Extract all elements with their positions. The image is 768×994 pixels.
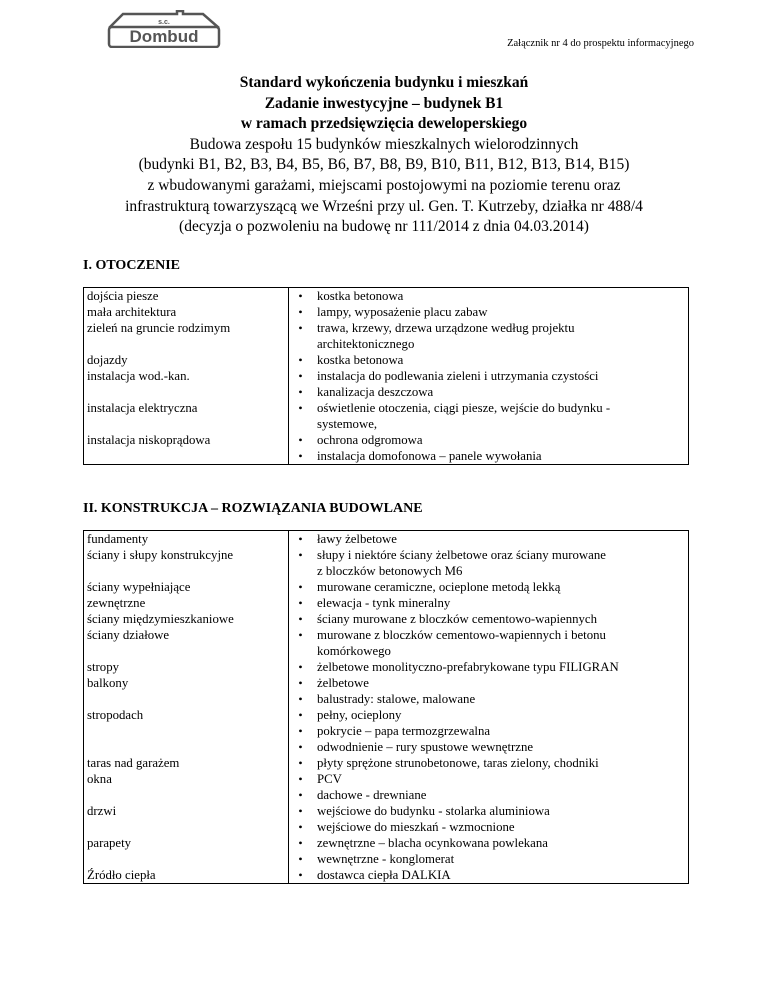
row-value: z bloczków betonowych M6 xyxy=(317,564,463,578)
bullet-icon: • xyxy=(298,449,303,463)
bullet-icon: • xyxy=(298,532,303,546)
row-label xyxy=(84,691,288,707)
section-1-left-col xyxy=(84,288,289,465)
row-value: pełny, ocieplony xyxy=(317,708,402,722)
title-line-8: (decyzja o pozwoleniu na budowę nr 111/2014 z dnia 04.03.2014) xyxy=(179,218,589,236)
title-line-6: z wbudowanymi garażami, miejscami postojowymi na poziomie terenu oraz xyxy=(147,176,621,194)
row-label: instalacja elektryczna xyxy=(87,401,198,415)
row-value: wejściowe do mieszkań - wzmocnione xyxy=(317,820,515,834)
logo-text: Dombud xyxy=(129,27,199,46)
section-2-right-col xyxy=(309,531,689,884)
row-value: balustrady: stalowe, malowane xyxy=(317,692,476,706)
bullet-icon: • xyxy=(298,401,303,415)
row-label: okna xyxy=(87,772,112,786)
bullet-spacer xyxy=(289,643,309,659)
row-label xyxy=(84,336,288,352)
annex-note: Załącznik nr 4 do prospektu informacyjnego xyxy=(507,38,694,49)
row-label xyxy=(84,739,288,755)
bullet-icon: • xyxy=(298,305,303,319)
bullet-icon: • xyxy=(298,660,303,674)
row-label xyxy=(84,643,288,659)
row-label: zieleń na gruncie rodzimym xyxy=(87,321,231,335)
section-1-right-col xyxy=(309,288,689,465)
row-label xyxy=(84,819,288,835)
row-label xyxy=(84,851,288,867)
row-value: kostka betonowa xyxy=(317,289,404,303)
logo-sc: s.c. xyxy=(158,19,170,26)
row-label: ściany działowe xyxy=(87,628,170,642)
bullet-icon: • xyxy=(298,676,303,690)
title-line-5: (budynki B1, B2, B3, B4, B5, B6, B7, B8, B9, B10, B11, B12, B13, B14, B15) xyxy=(138,156,630,174)
row-value: wewnętrzne - konglomerat xyxy=(317,852,455,866)
bullet-icon: • xyxy=(298,708,303,722)
bullet-icon: • xyxy=(298,548,303,562)
title-line-7: infrastrukturą towarzyszącą we Wrześni przy ul. Gen. T. Kutrzeby, działka nr 488/4 xyxy=(125,197,643,215)
row-value: płyty sprężone strunobetonowe, taras zielony, chodniki xyxy=(317,756,599,770)
row-value: PCV xyxy=(317,772,342,786)
row-label: dojścia piesze xyxy=(87,289,159,303)
bullet-spacer xyxy=(289,416,309,432)
bullet-spacer xyxy=(289,563,309,579)
title-line-4: Budowa zespołu 15 budynków mieszkalnych wielorodzinnych xyxy=(189,135,579,153)
row-label: instalacja niskoprądowa xyxy=(87,433,211,447)
row-label: fundamenty xyxy=(87,532,149,546)
row-label: Źródło ciepła xyxy=(87,868,156,882)
bullet-icon: • xyxy=(298,868,303,882)
row-value: dostawca ciepła DALKIA xyxy=(317,868,451,882)
row-value: murowane ceramiczne, ocieplone metodą lekką xyxy=(317,580,561,594)
row-value: oświetlenie otoczenia, ciągi piesze, wejście do budynku - xyxy=(317,401,611,415)
row-value: żelbetowe xyxy=(317,676,369,690)
bullet-icon: • xyxy=(298,788,303,802)
row-value: ławy żelbetowe xyxy=(317,532,397,546)
bullet-icon: • xyxy=(298,289,303,303)
row-value: lampy, wyposażenie placu zabaw xyxy=(317,305,488,319)
row-label: stropodach xyxy=(87,708,144,722)
row-label: ściany międzymieszkaniowe xyxy=(87,612,234,626)
bullet-icon: • xyxy=(298,612,303,626)
bullet-icon: • xyxy=(298,724,303,738)
row-value: architektonicznego xyxy=(317,337,415,351)
bullet-icon: • xyxy=(298,756,303,770)
document-title-block xyxy=(40,73,728,238)
bullet-icon: • xyxy=(298,580,303,594)
section-1-table xyxy=(83,287,689,465)
row-label: drzwi xyxy=(87,804,117,818)
row-value: pokrycie – papa termozgrzewalna xyxy=(317,724,491,738)
section-1-bullet-col xyxy=(289,288,310,465)
row-value: kanalizacja deszczowa xyxy=(317,385,434,399)
row-label: zewnętrzne xyxy=(87,596,146,610)
row-value: systemowe, xyxy=(317,417,378,431)
section-2-bullet-col xyxy=(289,531,310,884)
row-value: wejściowe do budynku - stolarka aluminiowa xyxy=(317,804,550,818)
section-2-left-col xyxy=(84,531,289,884)
row-label: taras nad garażem xyxy=(87,756,180,770)
house-roof-icon xyxy=(107,10,221,48)
row-value: zewnętrzne – blacha ocynkowana powlekana xyxy=(317,836,548,850)
bullet-icon: • xyxy=(298,353,303,367)
row-value: ochrona odgromowa xyxy=(317,433,423,447)
title-line-2: Zadanie inwestycyjne – budynek B1 xyxy=(264,94,504,112)
bullet-icon: • xyxy=(298,836,303,850)
row-value: słupy i niektóre ściany żelbetowe oraz ściany murowane xyxy=(317,548,606,562)
company-logo xyxy=(107,10,221,48)
bullet-icon: • xyxy=(298,628,303,642)
row-value: odwodnienie – rury spustowe wewnętrzne xyxy=(317,740,534,754)
title-line-3: w ramach przedsięwzięcia deweloperskiego xyxy=(240,115,528,133)
bullet-icon: • xyxy=(298,433,303,447)
bullet-icon: • xyxy=(298,596,303,610)
bullet-icon: • xyxy=(298,804,303,818)
row-label: stropy xyxy=(87,660,119,674)
row-value: ściany murowane z bloczków cementowo-wapiennych xyxy=(317,612,598,626)
row-value: instalacja domofonowa – panele wywołania xyxy=(317,449,542,463)
bullet-icon: • xyxy=(298,820,303,834)
row-label xyxy=(84,787,288,803)
row-label xyxy=(84,384,288,400)
bullet-icon: • xyxy=(298,321,303,335)
row-value: instalacja do podlewania zieleni i utrzymania czystości xyxy=(317,369,599,383)
row-value: trawa, krzewy, drzewa urządzone według projektu xyxy=(317,321,575,335)
section-1-heading: I. OTOCZENIE xyxy=(83,258,180,273)
row-value: murowane z bloczków cementowo-wapiennych i betonu xyxy=(317,628,606,642)
row-value: elewacja - tynk mineralny xyxy=(317,596,451,610)
row-value: żelbetowe monolityczno-prefabrykowane typu FILIGRAN xyxy=(317,660,619,674)
bullet-icon: • xyxy=(298,692,303,706)
row-label: balkony xyxy=(87,676,129,690)
bullet-icon: • xyxy=(298,740,303,754)
row-label xyxy=(84,416,288,432)
row-value: kostka betonowa xyxy=(317,353,404,367)
row-value: dachowe - drewniane xyxy=(317,788,427,802)
row-label xyxy=(84,563,288,579)
section-2-table xyxy=(83,530,689,884)
row-label xyxy=(84,723,288,739)
section-2-heading: II. KONSTRUKCJA – ROZWIĄZANIA BUDOWLANE xyxy=(83,501,423,516)
bullet-icon: • xyxy=(298,385,303,399)
row-label: instalacja wod.-kan. xyxy=(87,369,190,383)
row-label: dojazdy xyxy=(87,353,128,367)
row-label: ściany i słupy konstrukcyjne xyxy=(87,548,234,562)
bullet-icon: • xyxy=(298,369,303,383)
bullet-spacer xyxy=(289,336,309,352)
bullet-icon: • xyxy=(298,772,303,786)
row-label: mała architektura xyxy=(87,305,177,319)
bullet-icon: • xyxy=(298,852,303,866)
title-line-1: Standard wykończenia budynku i mieszkań xyxy=(239,74,529,91)
row-label: ściany wypełniające xyxy=(87,580,191,594)
row-label: parapety xyxy=(87,836,132,850)
row-value: komórkowego xyxy=(317,644,391,658)
